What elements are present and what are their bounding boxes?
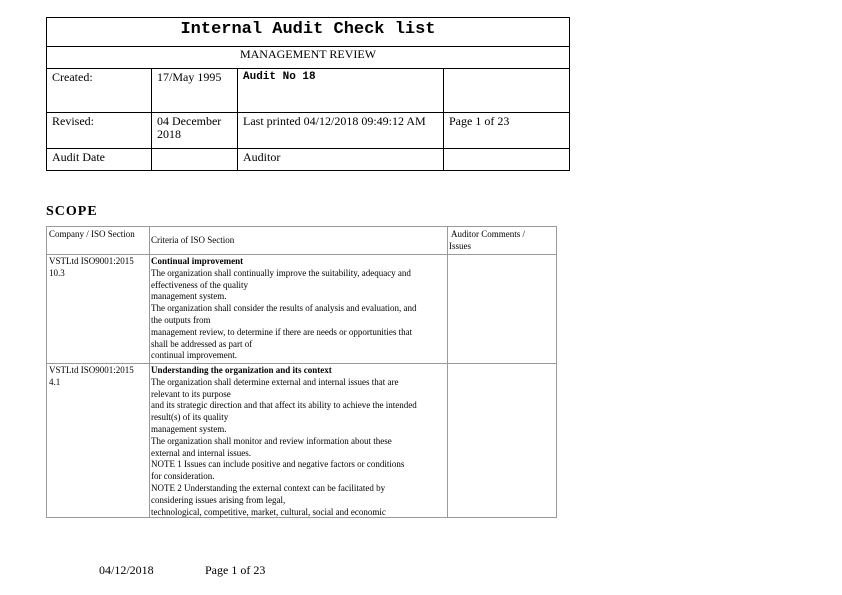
- criteria-line: NOTE 2 Understanding the external context can be facilitated by: [151, 482, 386, 493]
- table-row-section: [49, 256, 134, 280]
- criteria-title: Understanding the organization and its context: [151, 365, 332, 375]
- criteria-line: shall be addressed as part of: [151, 338, 253, 349]
- page-info: Page 1 of 23: [449, 114, 510, 128]
- document-title: Internal Audit Check list: [180, 20, 436, 39]
- divider: [447, 227, 448, 517]
- divider: [443, 68, 444, 171]
- last-printed: Last printed 04/12/2018 09:49:12 AM: [243, 114, 426, 128]
- divider: [151, 68, 152, 171]
- table-row-section: [49, 365, 134, 389]
- criteria-line: The organization shall determine external and internal issues that are: [151, 376, 399, 387]
- criteria-line: and its strategic direction and that affect its ability to achieve the intended: [151, 400, 417, 411]
- divider: [149, 227, 150, 517]
- document-subtitle: MANAGEMENT REVIEW: [239, 47, 377, 61]
- revised-value-line: 04 December: [157, 114, 222, 128]
- revised-value-line: 2018: [157, 127, 181, 141]
- divider: [47, 363, 556, 364]
- divider: [47, 148, 569, 149]
- criteria-line: continual improvement.: [151, 350, 237, 361]
- audit-date-label: Audit Date: [52, 150, 105, 164]
- criteria-line: management review, to determine if there are needs or opportunities that: [151, 326, 413, 337]
- criteria-line: technological, competitive, market, cultural, social and economic: [151, 506, 386, 517]
- created-value: 17/May 1995: [157, 70, 222, 84]
- column-header-section: Company / ISO Section: [49, 229, 135, 239]
- divider: [47, 112, 569, 113]
- criteria-line: the outputs from: [151, 314, 211, 325]
- divider: [237, 68, 238, 171]
- created-label: Created:: [52, 70, 93, 84]
- table-row-criteria: [151, 365, 417, 518]
- revised-value: [157, 115, 221, 141]
- criteria-line: relevant to its purpose: [151, 388, 231, 399]
- divider: [47, 254, 556, 255]
- criteria-line: external and internal issues.: [151, 447, 251, 458]
- criteria-line: NOTE 1 Issues can include positive and negative factors or conditions: [151, 459, 405, 470]
- scope-table: [46, 226, 557, 518]
- criteria-line: The organization shall consider the results of analysis and evaluation, and: [151, 303, 417, 314]
- column-header-comments-line: Auditor Comments /: [451, 229, 525, 239]
- criteria-line: effectiveness of the quality: [151, 279, 249, 290]
- column-header-comments: [449, 229, 525, 253]
- column-header-criteria: Criteria of ISO Section: [151, 235, 235, 245]
- criteria-line: considering issues arising from legal,: [151, 494, 286, 505]
- section-number: 4.1: [49, 376, 61, 387]
- revised-label: Revised:: [52, 114, 94, 128]
- footer-page: Page 1 of 23: [205, 563, 266, 577]
- criteria-line: management system.: [151, 423, 227, 434]
- criteria-title: Continual improvement: [151, 256, 244, 266]
- section-ref: VSTLtd ISO9001:2015: [49, 256, 134, 266]
- header-table: [46, 17, 570, 171]
- section-ref: VSTLtd ISO9001:2015: [49, 365, 134, 375]
- section-number: 10.3: [49, 267, 65, 278]
- criteria-line: The organization shall continually improve the suitability, adequacy and: [151, 267, 411, 278]
- audit-number: Audit No 18: [243, 71, 316, 83]
- criteria-line: The organization shall monitor and review information about these: [151, 435, 392, 446]
- criteria-line: result(s) of its quality: [151, 412, 229, 423]
- divider: [47, 68, 569, 69]
- criteria-line: for consideration.: [151, 471, 215, 482]
- column-header-comments-line: Issues: [449, 240, 471, 251]
- scope-heading: SCOPE: [46, 204, 98, 219]
- auditor-label: Auditor: [243, 150, 281, 164]
- criteria-line: management system.: [151, 291, 227, 302]
- footer-date: 04/12/2018: [99, 563, 154, 577]
- table-row-criteria: [151, 256, 417, 362]
